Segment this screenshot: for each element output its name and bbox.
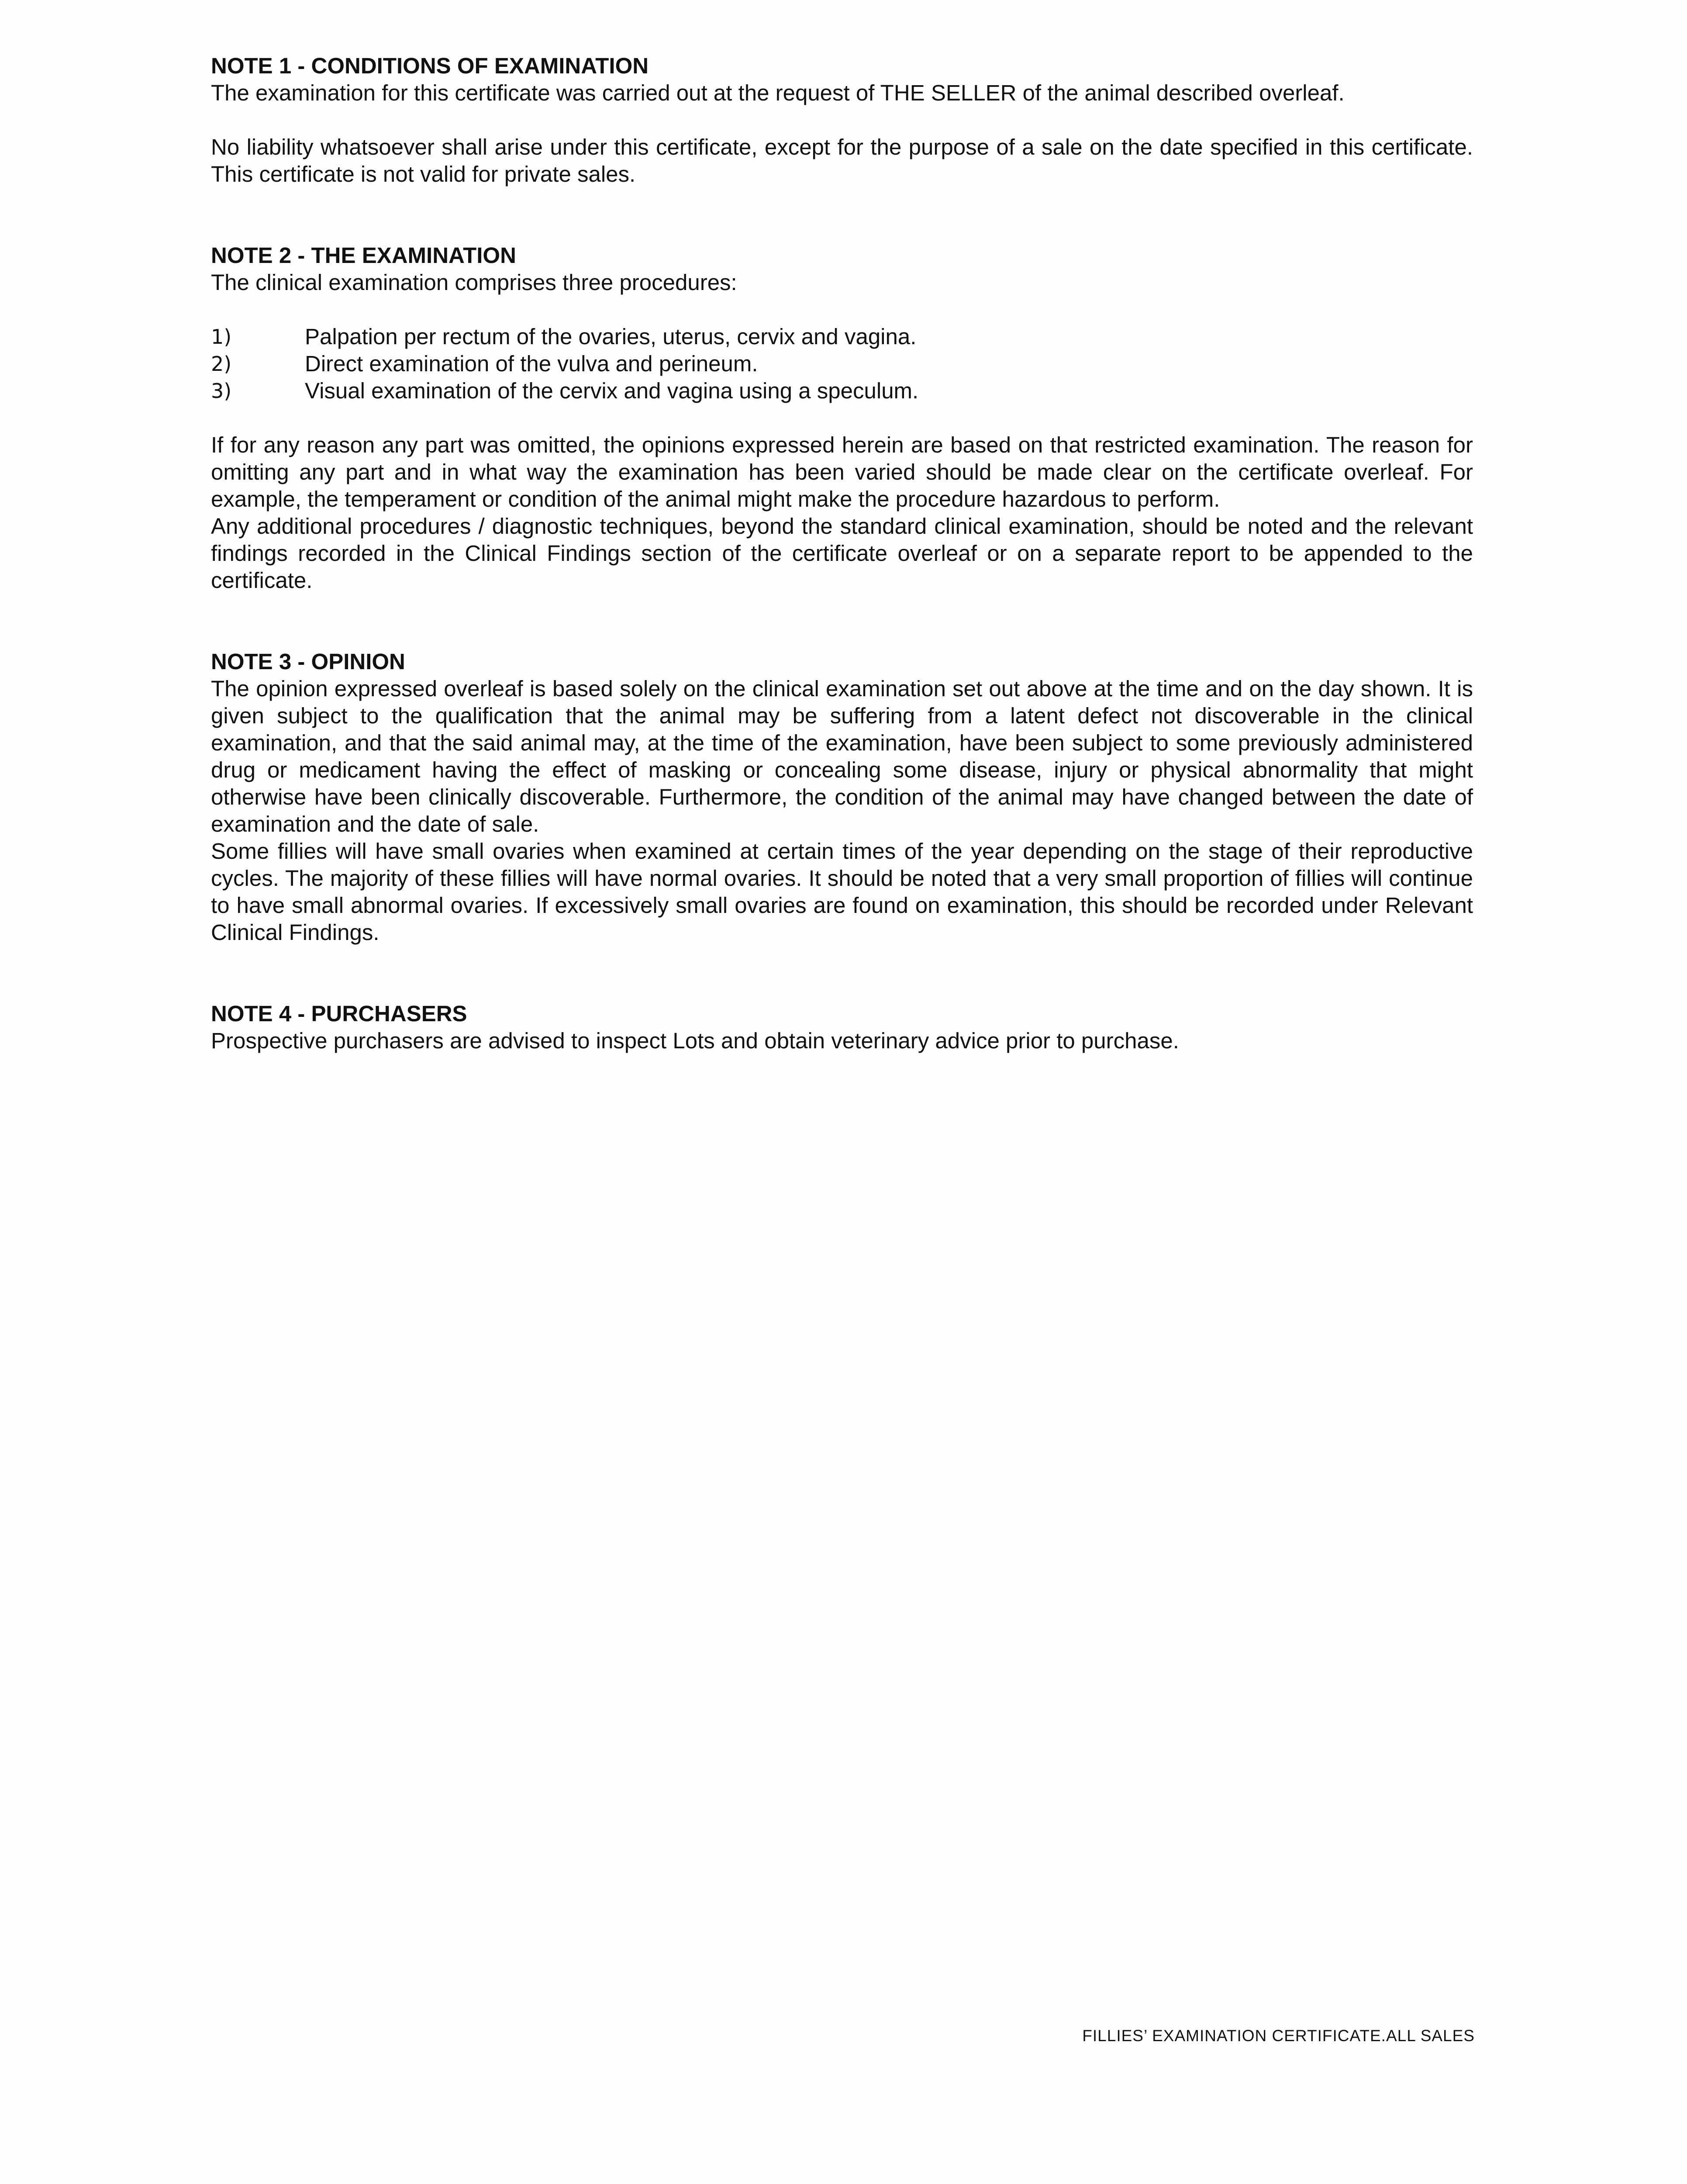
procedure-text: Visual examination of the cervix and vagina using a speculum. — [305, 378, 919, 403]
procedure-text: Palpation per rectum of the ovaries, uterus, cervix and vagina. — [305, 324, 917, 349]
note-4-heading: NOTE 4 - PURCHASERS — [211, 1001, 467, 1026]
note-3 — [211, 648, 1473, 946]
page-footer: FILLIES’ EXAMINATION CERTIFICATE.ALL SALES — [1082, 2027, 1475, 2045]
note-2 — [211, 242, 1473, 594]
procedure-text: Direct examination of the vulva and perineum. — [305, 351, 758, 376]
procedure-number: 3) — [211, 379, 232, 403]
note-1-paragraph-1: The examination for this certificate was carried out at the request of THE SELLER of the animal described overleaf. — [211, 80, 1345, 105]
note-4-paragraph-1: Prospective purchasers are advised to inspect Lots and obtain veterinary advice prior to purchase. — [211, 1028, 1179, 1053]
procedure-number: 2) — [211, 352, 232, 376]
note-3-paragraph-2: Some fillies will have small ovaries when examined at certain times of the year depending on the stage of their reproductive cycles. The majority of these fillies will have normal ovaries. It should be noted that a very small proportion of fillies will continue to have small abnormal ovaries. If excessively small ovaries are found on examination, this should be recorded under Relevant Clinical Findings. — [211, 839, 1473, 945]
procedure-number: 1) — [211, 325, 232, 349]
note-1-heading: NOTE 1 - CONDITIONS OF EXAMINATION — [211, 53, 649, 78]
note-2-paragraph-1: If for any reason any part was omitted, the opinions expressed herein are based on that restricted examination. The reason for omitting any part and in what way the examination has been varied should be made clear on the certificate overleaf. For example, the temperament or condition of the animal might make the procedure hazardous to perform. — [211, 432, 1473, 511]
procedure-item — [211, 323, 1473, 350]
notes-body — [211, 52, 1473, 1054]
procedure-item — [211, 350, 1473, 377]
note-3-heading: NOTE 3 - OPINION — [211, 649, 405, 674]
note-2-paragraph-2: Any additional procedures / diagnostic techniques, beyond the standard clinical examination, should be noted and the relevant findings recorded in the Clinical Findings section of the certificate overleaf or on a separate report to be appended to the certificate. — [211, 514, 1473, 593]
note-2-intro: The clinical examination comprises three procedures: — [211, 270, 737, 295]
note-1 — [211, 52, 1473, 188]
note-3-paragraph-1: The opinion expressed overleaf is based solely on the clinical examination set out above at the time and on the day shown. It is given subject to the qualification that the animal may be suffering from a latent defect not discoverable in the clinical examination, and that the said animal may, at the time of the examination, have been subject to some previously administered drug or medicament having the effect of masking or concealing some disease, injury or physical abnormality that might otherwise have been clinically discoverable. Furthermore, the condition of the animal may have changed between the date of examination and the date of sale. — [211, 676, 1473, 836]
procedure-list — [211, 323, 1473, 404]
note-4 — [211, 1000, 1473, 1054]
note-2-heading: NOTE 2 - THE EXAMINATION — [211, 243, 516, 268]
procedure-item — [211, 377, 1473, 404]
note-1-paragraph-2: No liability whatsoever shall arise under this certificate, except for the purpose of a sale on the date specified in this certificate. This certificate is not valid for private sales. — [211, 135, 1473, 187]
